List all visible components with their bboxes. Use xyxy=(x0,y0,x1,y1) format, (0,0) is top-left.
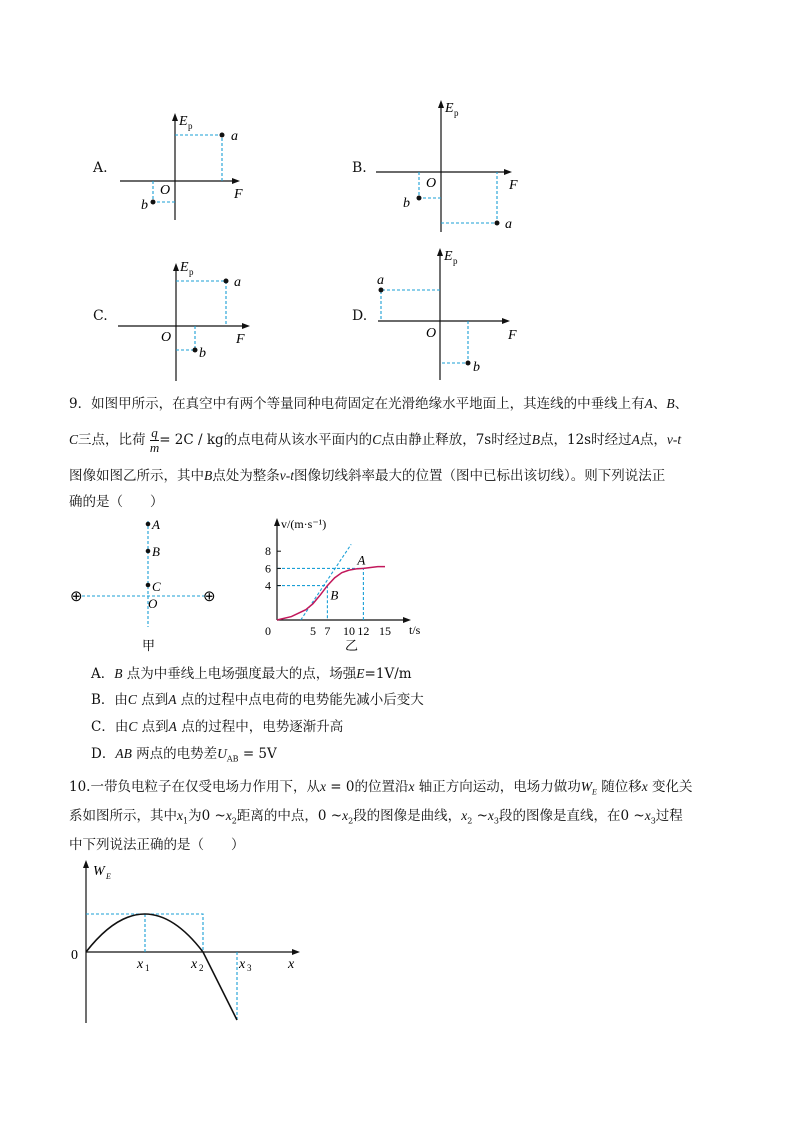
q9-line-2: C三点，比荷 $\frac{q}{m}$ = 2C / kg的点电荷从该水平面内的C点由静止释放，7s时经过B点，12s时经过A点，v-t xyxy=(69,425,682,455)
option-a-label[interactable]: A. xyxy=(93,160,108,176)
charge-mass-fraction: $\frac{q}{m}$ xyxy=(149,425,160,455)
q9-choice-a[interactable]: A．B 点为中垂线上电场强度最大的点，场强E=1V/m xyxy=(91,666,412,682)
charge-left-icon: ⊕ xyxy=(70,589,83,605)
point-b-label: b xyxy=(199,346,206,361)
origin-label: O xyxy=(148,596,158,611)
figure-yi-chart xyxy=(255,510,445,660)
charge-right-icon: ⊕ xyxy=(203,589,216,605)
y-tick-label: 8 xyxy=(265,544,271,559)
y-axis-label: E xyxy=(179,114,188,129)
y-axis-label: E xyxy=(444,249,453,264)
y-axis-sub: p xyxy=(189,267,194,277)
x3-label: x xyxy=(239,957,246,972)
point-c-label: C xyxy=(152,579,161,594)
q9-choice-c[interactable]: C．由C 点到A 点的过程中，电势逐渐升高 xyxy=(91,719,344,735)
point-c xyxy=(146,583,151,588)
origin-label: O xyxy=(426,176,437,191)
x-tick-label: 12 xyxy=(357,624,370,638)
origin-label: O xyxy=(426,326,437,341)
figure-jia xyxy=(60,515,230,655)
x-axis-label: F xyxy=(508,328,517,343)
origin-label: 0 xyxy=(71,948,78,963)
x1-sub: 1 xyxy=(145,963,150,973)
q10-graph xyxy=(65,855,315,1030)
q10-line-1: 10.一带负电粒子在仅受电场力作用下，从x = 0的位置沿x 轴正方向运动，电场力做功$W_E$ 随位移x 变化关 xyxy=(69,779,693,797)
point-a-label: a xyxy=(234,275,241,290)
x-tick-label: 5 xyxy=(310,624,316,638)
option-c-graph xyxy=(110,255,270,385)
option-b-label[interactable]: B. xyxy=(352,160,367,176)
point-label-B: B xyxy=(330,587,339,603)
tangent-line xyxy=(301,544,351,620)
y-axis-label: E xyxy=(180,260,189,275)
q9-line-1: 9．如图甲所示，在真空中有两个等量同种电荷固定在光滑绝缘水平地面上，其连线的中垂线上有A、B、 xyxy=(69,396,689,412)
x1-label: x xyxy=(137,957,144,972)
y-axis-sub: p xyxy=(454,108,459,118)
q9-choice-d[interactable]: D．AB 两点的电势差$U_{AB} = 5V$ xyxy=(91,746,277,764)
x-tick-label: 10 xyxy=(343,624,355,638)
guide-B xyxy=(277,586,327,620)
point-b xyxy=(146,549,151,554)
point-b-label: B xyxy=(152,544,160,559)
x-tick-label: 7 xyxy=(324,624,331,638)
option-d-graph xyxy=(370,240,530,385)
option-c-label[interactable]: C. xyxy=(93,308,108,324)
caption-yi: 乙 xyxy=(345,638,359,653)
option-a-graph xyxy=(110,105,260,230)
y-axis-sub: p xyxy=(453,256,458,266)
point-b-label: b xyxy=(473,360,480,375)
origin-label: O xyxy=(161,330,172,345)
x-axis-label: F xyxy=(236,332,245,347)
point-label-A: A xyxy=(357,552,366,568)
point-a-label: a xyxy=(231,129,238,144)
x-axis-label: t/s xyxy=(409,623,421,637)
x3-sub: 3 xyxy=(247,963,252,973)
x-axis-label: F xyxy=(509,178,518,193)
q10-line-3: 中下列说法正确的是（ ） xyxy=(69,837,245,853)
y-axis-label: E xyxy=(445,101,454,116)
q10-line-2: 系如图所示，其中$x_1$为0 $\sim x_2$距离的中点，0 $\sim x_2$段的图像是曲线，$x_2$ $\sim x_3$段的图像是直线，在0 $\sim x_3$过程 xyxy=(69,808,683,826)
x2-label: x xyxy=(191,957,198,972)
caption-jia: 甲 xyxy=(142,638,156,653)
q9-line-3: 图像如图乙所示，其中B点处为整条v-t图像切线斜率最大的位置（图中已标出该切线）。则下列说法正 xyxy=(69,468,666,484)
option-b-graph xyxy=(370,92,530,242)
point-a-label: A xyxy=(152,517,160,532)
y-tick-label: 4 xyxy=(265,578,271,593)
chart-axes xyxy=(274,518,411,623)
x-tick-label: 0 xyxy=(265,624,271,638)
origin-label: O xyxy=(160,183,171,198)
point-a-label: a xyxy=(505,217,512,232)
y-axis-sub: E xyxy=(106,872,111,881)
q9-line-4: 确的是（ ） xyxy=(69,494,164,510)
x2-sub: 2 xyxy=(199,963,204,973)
q9-choice-b[interactable]: B．由C 点到A 点的过程中点电荷的电势能先减小后变大 xyxy=(91,692,424,708)
y-axis-label: W xyxy=(93,864,105,879)
point-b-label: b xyxy=(141,198,148,213)
option-d-label[interactable]: D. xyxy=(352,308,368,324)
y-axis-label: v/(m·s⁻¹) xyxy=(281,517,327,531)
y-tick-label: 6 xyxy=(265,561,271,576)
x-axis-label: x xyxy=(288,957,295,972)
y-axis-sub: p xyxy=(188,121,193,131)
point-b-label: b xyxy=(403,196,410,211)
x-tick-label: 15 xyxy=(379,624,391,638)
x-axis-label: F xyxy=(234,187,243,202)
point-a-label: a xyxy=(377,273,384,288)
point-a xyxy=(146,522,151,527)
